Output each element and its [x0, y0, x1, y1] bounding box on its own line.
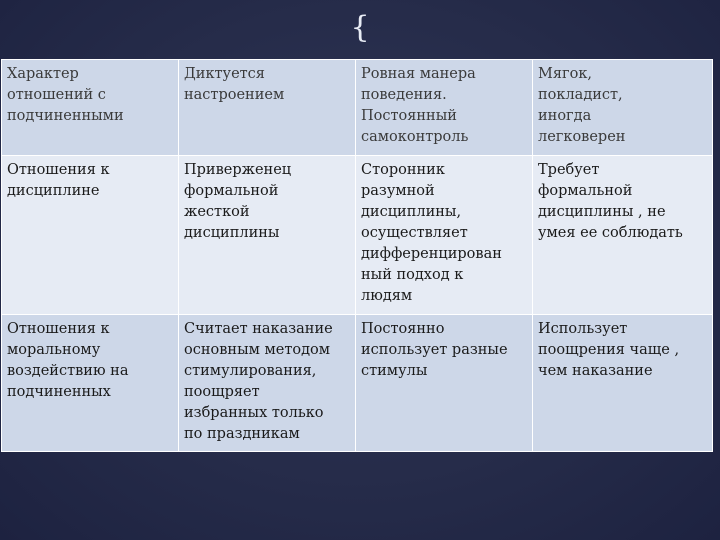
- cell-text: Приверженец формальной жесткой дисциплины: [184, 162, 292, 241]
- table-cell: [2, 60, 179, 156]
- brace-icon: {: [350, 10, 370, 45]
- cell-text: Использует поощрения чаще , чем наказание: [538, 321, 680, 379]
- table-cell: [179, 315, 356, 452]
- comparison-table: [1, 59, 713, 452]
- table-row: [2, 60, 713, 156]
- table-cell: [179, 156, 356, 315]
- table-cell: [356, 60, 533, 156]
- table-cell: [179, 60, 356, 156]
- cell-text: Отношения к дисциплине: [7, 162, 110, 199]
- cell-text: Постоянно использует разные стимулы: [361, 321, 508, 379]
- table-cell: [356, 156, 533, 315]
- cell-text: Считает наказание основным методом стимулирования, поощряет избранных только по праздникам: [184, 321, 333, 442]
- cell-text: Диктуется настроением: [184, 66, 285, 103]
- table-cell: [533, 315, 713, 452]
- cell-text: Ровная манера поведения. Постоянный самоконтроль: [361, 66, 476, 145]
- cell-text: Характер отношений с подчиненными: [7, 66, 124, 124]
- cell-text: Отношения к моральному воздействию на подчиненных: [7, 321, 129, 400]
- table-row: [2, 156, 713, 315]
- cell-text: Требует формальной дисциплины , не умея ее соблюдать: [538, 162, 683, 241]
- table-cell: [356, 315, 533, 452]
- table-cell: [533, 156, 713, 315]
- table-row: [2, 315, 713, 452]
- cell-text: Мягок, покладист, иногда легковерен: [538, 66, 626, 145]
- table-cell: [2, 156, 179, 315]
- table-cell: [2, 315, 179, 452]
- cell-text: Сторонник разумной дисциплины, осуществляет дифференцирован ный подход к людям: [361, 162, 502, 304]
- table-cell: [533, 60, 713, 156]
